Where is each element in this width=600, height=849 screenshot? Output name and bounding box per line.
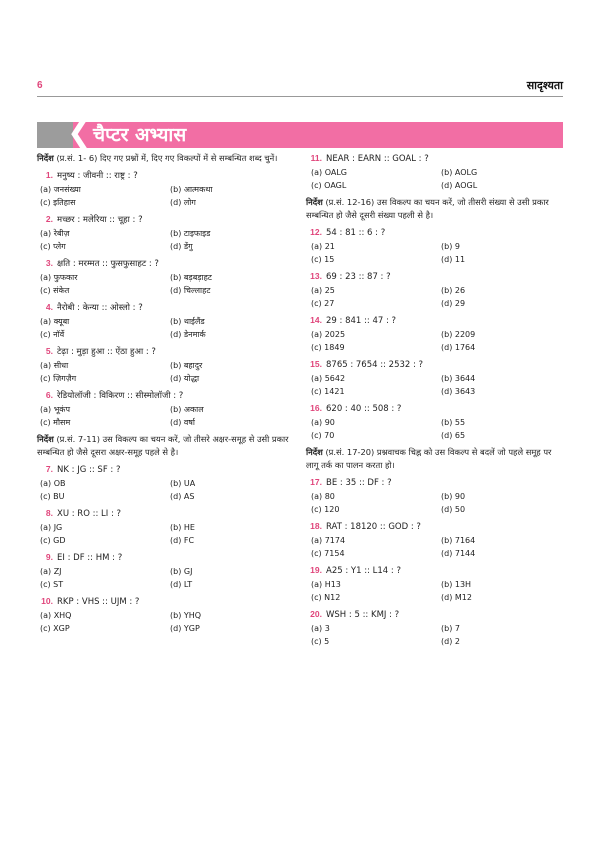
- direction-text: [306, 196, 564, 222]
- option-a: (a) क्यूबा: [40, 317, 70, 326]
- option-d: (d) 3643: [441, 387, 476, 396]
- question-number: 15.: [310, 359, 322, 369]
- option-b: (b) बड़बड़ाहट: [170, 273, 212, 282]
- option-a: (a) JG: [40, 523, 63, 532]
- options: [306, 622, 564, 648]
- option-a: (a) 7174: [311, 536, 346, 545]
- options: [37, 403, 295, 429]
- option-a: (a) 25: [311, 286, 335, 295]
- option-d: (d) M12: [441, 593, 472, 602]
- option-b: (b) 13H: [441, 580, 472, 589]
- option-b: (b) बहादुर: [170, 361, 203, 370]
- question-text: XU : RO :: LI : ?: [57, 509, 122, 519]
- options: [37, 227, 295, 253]
- option-d: (d) 50: [441, 505, 466, 514]
- option-c: (c) इतिहास: [40, 198, 76, 207]
- direction-text: [37, 152, 295, 165]
- option-d: (d) YGP: [170, 624, 200, 633]
- question-number: 9.: [45, 552, 53, 562]
- question: [37, 213, 295, 253]
- question-text: 54 : 81 :: 6 : ?: [326, 228, 386, 238]
- option-b: (b) YHQ: [170, 611, 202, 620]
- option-c: (c) ST: [40, 580, 64, 589]
- direction-label: निर्देश: [37, 153, 54, 163]
- option-c: (c) मौसम: [40, 418, 71, 427]
- option-b: (b) थाईलैंड: [170, 317, 205, 326]
- option-c: (c) 7154: [311, 549, 345, 558]
- option-a: (a) OALG: [311, 168, 347, 177]
- option-b: (b) 9: [441, 242, 460, 251]
- question: [306, 226, 564, 266]
- option-a: (a) XHQ: [40, 611, 72, 620]
- option-b: (b) HE: [170, 523, 195, 532]
- question-number: 5.: [45, 346, 53, 356]
- option-b: (b) 3644: [441, 374, 476, 383]
- option-a: (a) 90: [311, 418, 335, 427]
- question-text: 29 : 841 :: 47 : ?: [326, 316, 397, 326]
- option-a: (a) 2025: [311, 330, 346, 339]
- option-d: (d) चिल्लाहट: [170, 286, 211, 295]
- options: [306, 416, 564, 442]
- question-number: 14.: [310, 315, 322, 325]
- question: [306, 152, 564, 192]
- options: [306, 490, 564, 516]
- option-c: (c) OAGL: [311, 181, 347, 190]
- option-a: (a) 80: [311, 492, 335, 501]
- option-c: (c) प्लेग: [40, 242, 66, 251]
- question: [306, 476, 564, 516]
- option-d: (d) AS: [170, 492, 195, 501]
- option-d: (d) 1764: [441, 343, 476, 352]
- option-d: (d) वर्षा: [170, 418, 196, 427]
- option-d: (d) 29: [441, 299, 466, 308]
- option-a: (a) H13: [311, 580, 341, 589]
- option-d: (d) 7144: [441, 549, 476, 558]
- question-number: 1.: [45, 170, 53, 180]
- option-d: (d) 11: [441, 255, 466, 264]
- options: [37, 565, 295, 591]
- option-a: (a) ZJ: [40, 567, 62, 576]
- question-text: मनुष्य : जीवनी :: राष्ट्र : ?: [57, 171, 138, 181]
- option-d: (d) डेंगु: [170, 242, 193, 251]
- question: [37, 595, 295, 635]
- option-a: (a) जनसंख्या: [40, 185, 81, 194]
- option-c: (c) नॉर्वे: [40, 330, 65, 339]
- options: [306, 166, 564, 192]
- options: [37, 477, 295, 503]
- direction-text: [37, 433, 295, 459]
- direction-body: (प्र.सं. 17-20) प्रश्नवाचक चिह्न को उस विकल्प से बदलें जो पहले समूह पर लागू तर्क का पालन करता हो।: [306, 447, 552, 470]
- question-text: NEAR : EARN :: GOAL : ?: [326, 154, 429, 164]
- page-header: [37, 80, 563, 94]
- option-d: (d) लोग: [170, 198, 196, 207]
- question: [306, 270, 564, 310]
- options: [306, 534, 564, 560]
- options: [306, 240, 564, 266]
- question: [37, 345, 295, 385]
- question-text: रेडियोलॉजी : विकिरण :: सीस्मोलॉजी : ?: [57, 391, 184, 401]
- question: [306, 564, 564, 604]
- direction-body: (प्र.सं. 12-16) उस विकल्प का चयन करें, जो तीसरी संख्या से उसी प्रकार सम्बन्धित हो जैसे दूसरी संख्या पहली से है।: [306, 197, 549, 220]
- option-b: (b) 90: [441, 492, 466, 501]
- question-number: 19.: [310, 565, 322, 575]
- option-d: (d) 65: [441, 431, 466, 440]
- options: [37, 521, 295, 547]
- question-text: RKP : VHS :: UJM : ?: [57, 597, 140, 607]
- option-c: (c) 120: [311, 505, 340, 514]
- option-d: (d) FC: [170, 536, 195, 545]
- question: [37, 551, 295, 591]
- question-number: 6.: [45, 390, 53, 400]
- option-c: (c) ज़िगज़ैग: [40, 374, 77, 383]
- options: [37, 271, 295, 297]
- question-number: 4.: [45, 302, 53, 312]
- question-text: EI : DF :: HM : ?: [57, 553, 123, 563]
- option-a: (a) 3: [311, 624, 330, 633]
- options: [306, 284, 564, 310]
- option-d: (d) AOGL: [441, 181, 478, 190]
- direction-text: [306, 446, 564, 472]
- question-number: 12.: [310, 227, 322, 237]
- question-number: 20.: [310, 609, 322, 619]
- option-b: (b) 7: [441, 624, 460, 633]
- right-column: [306, 152, 564, 652]
- question-text: 69 : 23 :: 87 : ?: [326, 272, 391, 282]
- question-number: 11.: [310, 153, 322, 163]
- question: [37, 257, 295, 297]
- question: [37, 389, 295, 429]
- option-c: (c) 5: [311, 637, 330, 646]
- question: [37, 169, 295, 209]
- option-b: (b) टाइफाइड: [170, 229, 211, 238]
- question-text: WSH : 5 :: KMJ : ?: [326, 610, 400, 620]
- question-number: 8.: [45, 508, 53, 518]
- question-number: 3.: [45, 258, 53, 268]
- option-b: (b) AOLG: [441, 168, 478, 177]
- direction-body: (प्र.सं. 1- 6) दिए गए प्रश्नों में, दिए गए विकल्पों में से सम्बन्धित शब्द चुनें।: [53, 153, 278, 163]
- options: [306, 328, 564, 354]
- options: [37, 315, 295, 341]
- option-b: (b) UA: [170, 479, 196, 488]
- question-number: 2.: [45, 214, 53, 224]
- option-c: (c) 1421: [311, 387, 345, 396]
- option-d: (d) 2: [441, 637, 460, 646]
- option-a: (a) रेबीज़: [40, 229, 70, 238]
- option-a: (a) OB: [40, 479, 66, 488]
- option-a: (a) सीधा: [40, 361, 69, 370]
- question-text: A25 : Y1 :: L14 : ?: [326, 566, 401, 576]
- question: [306, 608, 564, 648]
- chapter-banner: [37, 115, 563, 150]
- options: [306, 372, 564, 398]
- question-text: नैरोबी : केन्या :: ओस्लो : ?: [57, 303, 143, 313]
- option-c: (c) N12: [311, 593, 341, 602]
- question-number: 13.: [310, 271, 322, 281]
- question-text: NK : JG :: SF : ?: [57, 465, 121, 475]
- section-title: सादृश्यता: [526, 79, 563, 92]
- question-text: 8765 : 7654 :: 2532 : ?: [326, 360, 424, 370]
- option-c: (c) 15: [311, 255, 335, 264]
- option-c: (c) XGP: [40, 624, 70, 633]
- options: [37, 359, 295, 385]
- question: [37, 301, 295, 341]
- chevron-left-icon: ❮: [67, 115, 93, 150]
- option-c: (c) 1849: [311, 343, 345, 352]
- question: [306, 358, 564, 398]
- question: [306, 402, 564, 442]
- question-text: क्षति : मरम्मत :: फुसफुसाहट : ?: [57, 259, 159, 269]
- page-number: 6: [37, 80, 43, 91]
- question-number: 7.: [45, 464, 53, 474]
- option-d: (d) योद्धा: [170, 374, 200, 383]
- question-number: 10.: [41, 596, 53, 606]
- question-text: BE : 35 :: DF : ?: [326, 478, 392, 488]
- direction-body: (प्र.सं. 7-11) उस विकल्प का चयन करें, जो तीसरे अक्षर-समूह से उसी प्रकार सम्बन्धित हो जैसे दूसरा अक्षर-समूह पहले से है।: [37, 434, 289, 457]
- option-c: (c) 70: [311, 431, 335, 440]
- option-a: (a) भूकंप: [40, 405, 70, 414]
- header-divider: [37, 96, 563, 97]
- question: [306, 520, 564, 560]
- option-b: (b) GJ: [170, 567, 193, 576]
- options: [306, 578, 564, 604]
- question-text: मच्छर : मलेरिया :: चूहा : ?: [57, 215, 143, 225]
- option-b: (b) 55: [441, 418, 466, 427]
- option-d: (d) डेनमार्क: [170, 330, 206, 339]
- direction-label: निर्देश: [306, 197, 323, 207]
- question: [37, 463, 295, 503]
- option-a: (a) 21: [311, 242, 335, 251]
- direction-label: निर्देश: [306, 447, 323, 457]
- option-b: (b) 2209: [441, 330, 476, 339]
- question-text: RAT : 18120 :: GOD : ?: [326, 522, 421, 532]
- option-a: (a) फुफकार: [40, 273, 78, 282]
- question-number: 16.: [310, 403, 322, 413]
- question-text: टेढ़ा : मुड़ा हुआ :: ऐंठा हुआ : ?: [57, 347, 156, 357]
- question-text: 620 : 40 :: 508 : ?: [326, 404, 402, 414]
- option-d: (d) LT: [170, 580, 193, 589]
- left-column: [37, 152, 295, 639]
- question: [306, 314, 564, 354]
- option-c: (c) BU: [40, 492, 65, 501]
- option-c: (c) संकेत: [40, 286, 70, 295]
- option-c: (c) GD: [40, 536, 66, 545]
- option-b: (b) अकाल: [170, 405, 204, 414]
- option-b: (b) आत्मकथा: [170, 185, 213, 194]
- banner-title: चैप्टर अभ्यास: [93, 124, 187, 146]
- options: [37, 183, 295, 209]
- option-b: (b) 7164: [441, 536, 476, 545]
- options: [37, 609, 295, 635]
- question-number: 17.: [310, 477, 322, 487]
- option-b: (b) 26: [441, 286, 466, 295]
- question: [37, 507, 295, 547]
- option-c: (c) 27: [311, 299, 335, 308]
- option-a: (a) 5642: [311, 374, 346, 383]
- question-number: 18.: [310, 521, 322, 531]
- direction-label: निर्देश: [37, 434, 54, 444]
